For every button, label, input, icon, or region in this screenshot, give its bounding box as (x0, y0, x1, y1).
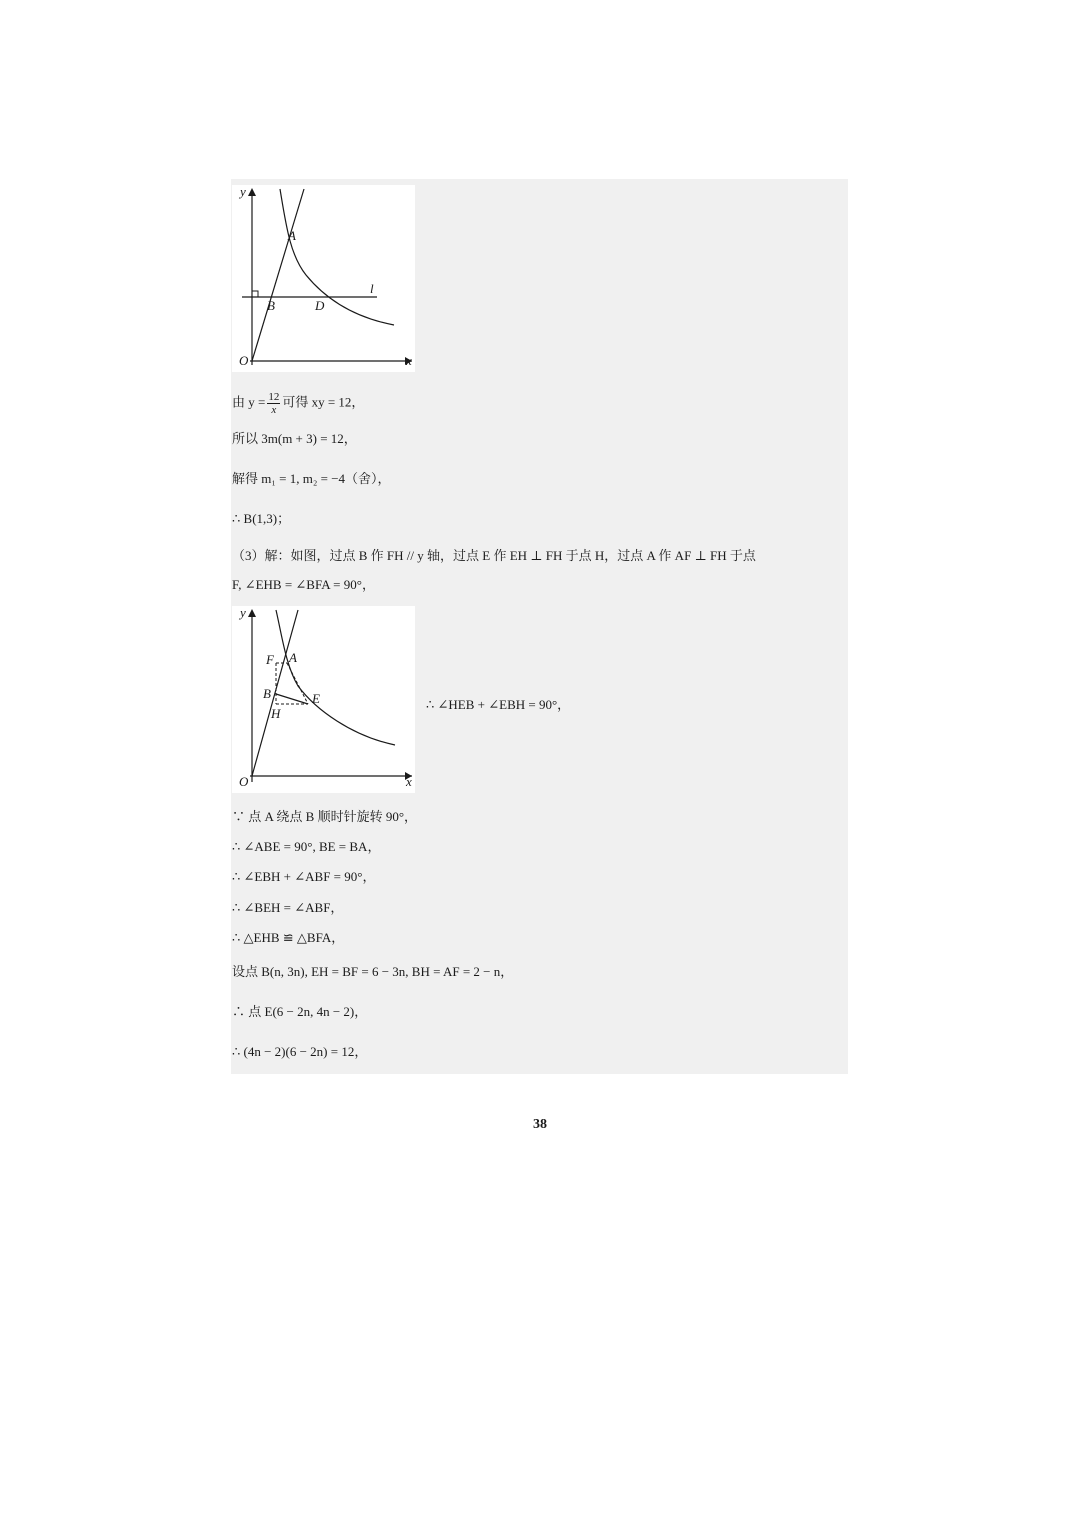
side-note: ∴ ∠HEB + ∠EBH = 90°， (426, 697, 571, 712)
line-OA (252, 189, 304, 361)
label-y: y (240, 185, 246, 199)
fraction-numerator: 12 (268, 391, 280, 403)
fraction-denominator: x (271, 404, 277, 416)
line-14: ∴ (4n − 2)(6 − 2n) = 12， (232, 1044, 368, 1059)
figure-1-graph (232, 185, 415, 372)
hyperbola-curve (280, 189, 394, 325)
label-B: B (263, 686, 271, 701)
label-O: O (239, 774, 249, 789)
line-5: （3）解：如图，过点 B 作 FH // y 轴，过点 E 作 EH ⊥ FH 于点 H，过点 A 作 AF ⊥ FH 于点 (232, 548, 756, 563)
label-A: A (289, 650, 297, 665)
line-1-prefix: 由 y = (232, 394, 266, 410)
label-E: E (312, 691, 320, 706)
y-axis-arrow-icon (248, 188, 256, 196)
line-7: ∵ 点 A 绕点 B 顺时针旋转 90°， (232, 809, 418, 824)
line-1-suffix: 可得 xy = 12， (282, 394, 365, 410)
line-3: 解得 m₁ = 1, m₂ = −4（舍）， (232, 471, 391, 486)
label-H: H (271, 706, 281, 721)
hyperbola-curve (276, 610, 395, 745)
label-x: x (406, 774, 412, 789)
figure-1 (232, 185, 415, 372)
line-8: ∴ ∠ABE = 90°, BE = BA， (232, 839, 381, 854)
label-B: B (267, 298, 275, 313)
line-6: F, ∠EHB = ∠BFA = 90°， (232, 577, 375, 592)
label-F: F (266, 652, 274, 667)
line-2: 所以 3m(m + 3) = 12， (232, 431, 357, 446)
line-4: ∴ B(1,3)； (232, 511, 291, 526)
fraction-12-over-x (267, 391, 280, 416)
label-l: l (370, 281, 374, 296)
figure-2-graph (232, 606, 415, 793)
label-A: A (288, 228, 296, 243)
line-11: ∴ △EHB ≌ △BFA， (232, 930, 345, 945)
label-O: O (239, 353, 249, 368)
label-D: D (315, 298, 325, 313)
right-angle-mark (252, 291, 258, 297)
line-1 (232, 391, 364, 416)
page-number: 38 (533, 1117, 547, 1132)
figure-2 (232, 606, 415, 793)
y-axis-arrow-icon (248, 609, 256, 617)
line-13: ∴ 点 E(6 − 2n, 4n − 2)， (232, 1004, 368, 1019)
label-y: y (240, 606, 246, 620)
line-10: ∴ ∠BEH = ∠ABF， (232, 900, 344, 915)
label-x: x (406, 353, 412, 368)
line-12: 设点 B(n, 3n), EH = BF = 6 − 3n, BH = AF = 2 − n， (232, 964, 514, 979)
line-OA (252, 610, 298, 776)
line-9: ∴ ∠EBH + ∠ABF = 90°， (232, 869, 376, 884)
